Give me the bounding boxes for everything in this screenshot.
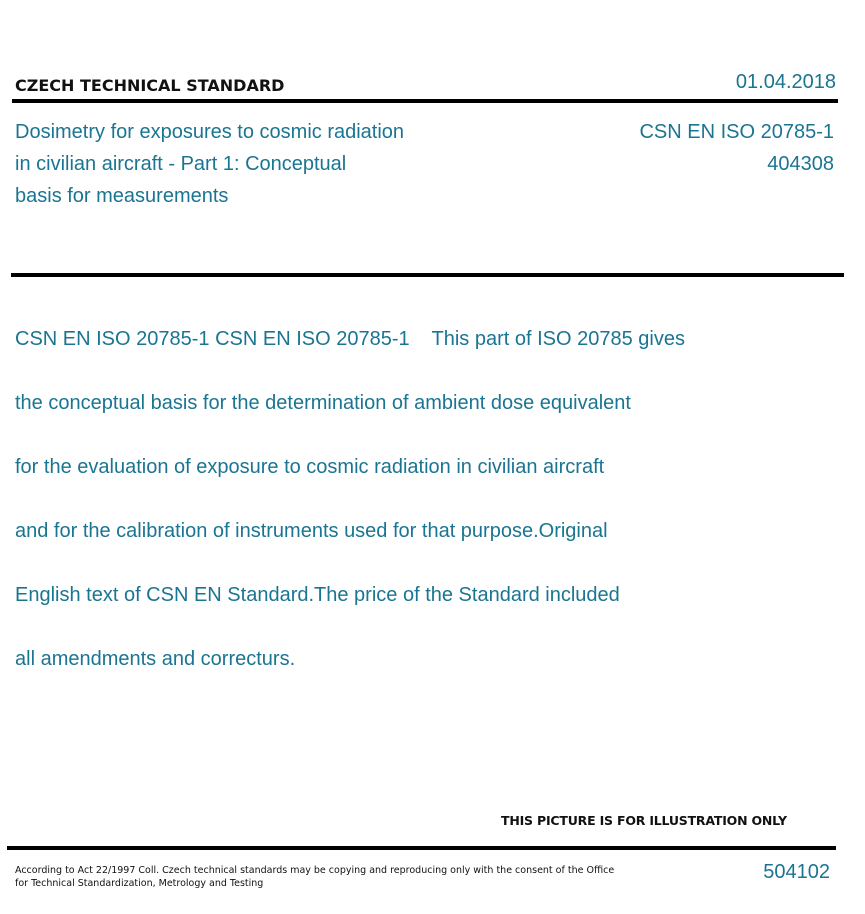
title-line: Dosimetry for exposures to cosmic radiation <box>15 121 405 143</box>
standard-code: CSN EN ISO 20785-1 <box>639 121 834 143</box>
description-line: English text of CSN EN Standard.The price of the Standard included <box>15 584 620 606</box>
legal-line: for Technical Standardization, Metrology and Testing <box>15 878 264 889</box>
header-label: CZECH TECHNICAL STANDARD <box>15 76 285 95</box>
document-description <box>15 291 745 707</box>
description-line: CSN EN ISO 20785-1 CSN EN ISO 20785-1 This part of ISO 20785 gives <box>15 328 685 350</box>
description-line: all amendments and correcturs. <box>15 648 296 670</box>
title-line: basis for measurements <box>15 185 229 207</box>
top-rule <box>12 99 838 103</box>
bottom-rule <box>7 846 836 850</box>
description-line: the conceptual basis for the determination of ambient dose equivalent <box>15 392 631 414</box>
middle-rule <box>11 273 844 277</box>
legal-notice <box>15 864 615 890</box>
legal-line: According to Act 22/1997 Coll. Czech technical standards may be copying and reproducing only with the consent of the Office <box>15 865 615 876</box>
document-codes <box>639 116 834 180</box>
description-line: and for the calibration of instruments used for that purpose.Original <box>15 520 608 542</box>
description-line: for the evaluation of exposure to cosmic radiation in civilian aircraft <box>15 456 605 478</box>
title-line: in civilian aircraft - Part 1: Conceptual <box>15 153 347 175</box>
publication-date: 01.04.2018 <box>735 71 836 93</box>
illustration-note: THIS PICTURE IS FOR ILLUSTRATION ONLY <box>501 813 787 828</box>
footer-code: 504102 <box>763 861 830 883</box>
document-title <box>15 116 455 212</box>
catalog-number: 404308 <box>767 153 834 175</box>
